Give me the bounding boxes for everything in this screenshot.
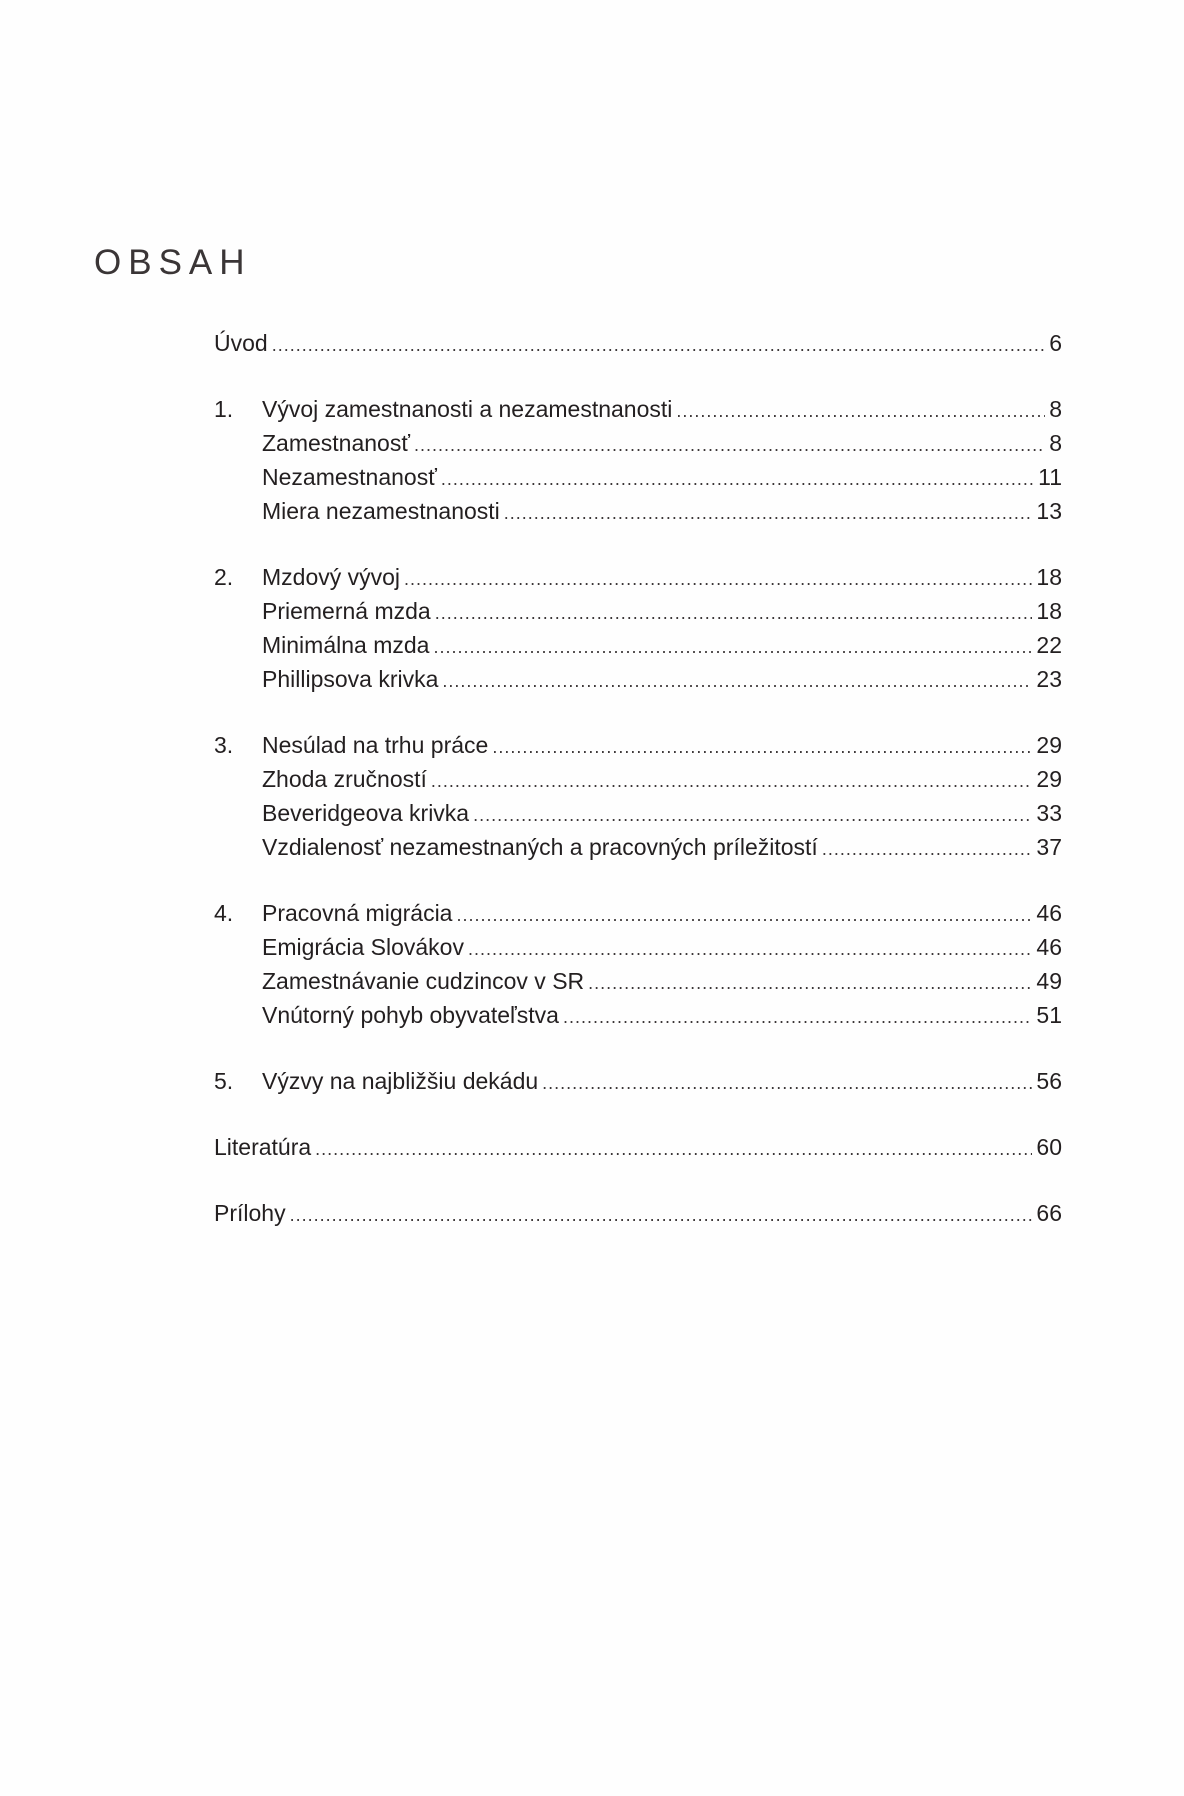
toc-entry bbox=[214, 494, 1062, 528]
toc-entry-label: Výzvy na najbližšiu dekádu bbox=[262, 1068, 539, 1094]
toc-dot-leader bbox=[272, 328, 1046, 362]
toc-entry bbox=[214, 628, 1062, 662]
toc-entry-label: Zamestnávanie cudzincov v SR bbox=[262, 968, 585, 994]
toc-entry bbox=[214, 1064, 1062, 1098]
toc-entry bbox=[214, 830, 1062, 864]
toc-dot-leader bbox=[290, 1198, 1033, 1232]
toc-dot-leader bbox=[822, 832, 1033, 866]
toc-dot-leader bbox=[676, 394, 1045, 428]
toc-entry-label: Pracovná migrácia bbox=[262, 900, 453, 926]
toc-entry-label: Úvod bbox=[214, 330, 268, 356]
toc-entry bbox=[214, 460, 1062, 494]
toc-dot-leader bbox=[442, 664, 1032, 698]
toc-entry-label: Emigrácia Slovákov bbox=[262, 934, 464, 960]
toc-entry bbox=[214, 896, 1062, 930]
toc-section bbox=[214, 1130, 1062, 1164]
toc-dot-leader bbox=[404, 562, 1032, 596]
toc-entry-label: Zhoda zručností bbox=[262, 766, 427, 792]
toc-entry-page-number: 18 bbox=[1036, 564, 1062, 590]
toc-entry bbox=[214, 426, 1062, 460]
toc-dot-leader bbox=[441, 462, 1034, 496]
toc-dot-leader bbox=[492, 730, 1032, 764]
toc-entry bbox=[214, 728, 1062, 762]
toc-entry-number: 5. bbox=[214, 1068, 234, 1094]
toc-entry-label: Vnútorný pohyb obyvateľstva bbox=[262, 1002, 559, 1028]
toc-entry bbox=[214, 392, 1062, 426]
toc-entry-label: Minimálna mzda bbox=[262, 632, 430, 658]
toc-entry-page-number: 51 bbox=[1036, 1002, 1062, 1028]
toc-entry-label: Phillipsova krivka bbox=[262, 666, 439, 692]
toc-entry-number: 3. bbox=[214, 732, 234, 758]
toc-entry-page-number: 22 bbox=[1036, 632, 1062, 658]
toc-entry bbox=[214, 1130, 1062, 1164]
toc-dot-leader bbox=[433, 630, 1032, 664]
toc-entry bbox=[214, 930, 1062, 964]
toc-entry-number: 1. bbox=[214, 396, 234, 422]
toc-entry-page-number: 8 bbox=[1049, 396, 1062, 422]
toc-entry-label: Priemerná mzda bbox=[262, 598, 431, 624]
toc-entry-page-number: 37 bbox=[1036, 834, 1062, 860]
toc-entry-page-number: 8 bbox=[1049, 430, 1062, 456]
toc-entry-page-number: 46 bbox=[1036, 934, 1062, 960]
toc-dot-leader bbox=[456, 898, 1032, 932]
toc-entry-page-number: 56 bbox=[1036, 1068, 1062, 1094]
toc-entry-label: Vývoj zamestnanosti a nezamestnanosti bbox=[262, 396, 673, 422]
toc-section bbox=[214, 1064, 1062, 1098]
toc-entry bbox=[214, 998, 1062, 1032]
toc-entry-label: Nesúlad na trhu práce bbox=[262, 732, 489, 758]
toc-entry bbox=[214, 762, 1062, 796]
toc-entry-page-number: 23 bbox=[1036, 666, 1062, 692]
toc-entry-page-number: 11 bbox=[1038, 464, 1062, 490]
toc-entry-number: 4. bbox=[214, 900, 234, 926]
toc-dot-leader bbox=[431, 764, 1032, 798]
toc-entry-label: Zamestnanosť bbox=[262, 430, 410, 456]
toc-entry-page-number: 46 bbox=[1036, 900, 1062, 926]
toc-entry bbox=[214, 796, 1062, 830]
toc-entry-page-number: 18 bbox=[1036, 598, 1062, 624]
toc-entry-label: Nezamestnanosť bbox=[262, 464, 437, 490]
toc-entry bbox=[214, 326, 1062, 360]
toc-entry-label: Mzdový vývoj bbox=[262, 564, 401, 590]
toc-entry bbox=[214, 560, 1062, 594]
toc-entry bbox=[214, 662, 1062, 696]
toc-entry-page-number: 66 bbox=[1036, 1200, 1062, 1226]
toc-section bbox=[214, 326, 1062, 360]
toc-entry-number: 2. bbox=[214, 564, 234, 590]
toc-section bbox=[214, 1196, 1062, 1230]
toc-section bbox=[214, 560, 1062, 696]
toc-entry-label: Miera nezamestnanosti bbox=[262, 498, 500, 524]
page-title: OBSAH bbox=[94, 243, 252, 282]
toc-dot-leader bbox=[435, 596, 1033, 630]
toc-dot-leader bbox=[414, 428, 1045, 462]
toc-entry-page-number: 29 bbox=[1036, 732, 1062, 758]
toc-entry-page-number: 13 bbox=[1036, 498, 1062, 524]
toc-dot-leader bbox=[542, 1066, 1032, 1100]
toc-entry-label: Vzdialenosť nezamestnaných a pracovných príležitostí bbox=[262, 834, 818, 860]
toc-entry-label: Beveridgeova krivka bbox=[262, 800, 470, 826]
toc-entry-label: Prílohy bbox=[214, 1200, 286, 1226]
toc-entry-page-number: 29 bbox=[1036, 766, 1062, 792]
toc-entry-page-number: 33 bbox=[1036, 800, 1062, 826]
toc-section bbox=[214, 896, 1062, 1032]
toc-dot-leader bbox=[504, 496, 1033, 530]
toc-section bbox=[214, 392, 1062, 528]
toc-entry-label: Literatúra bbox=[214, 1134, 312, 1160]
toc-dot-leader bbox=[473, 798, 1032, 832]
toc-section bbox=[214, 728, 1062, 864]
toc-dot-leader bbox=[588, 966, 1032, 1000]
toc-dot-leader bbox=[468, 932, 1032, 966]
toc-entry bbox=[214, 1196, 1062, 1230]
toc-entry-page-number: 6 bbox=[1049, 330, 1062, 356]
toc-entry bbox=[214, 594, 1062, 628]
toc-entry-page-number: 60 bbox=[1036, 1134, 1062, 1160]
toc-dot-leader bbox=[315, 1132, 1032, 1166]
toc-entry-page-number: 49 bbox=[1036, 968, 1062, 994]
toc-entry bbox=[214, 964, 1062, 998]
toc-dot-leader bbox=[563, 1000, 1032, 1034]
table-of-contents bbox=[214, 326, 1062, 1262]
